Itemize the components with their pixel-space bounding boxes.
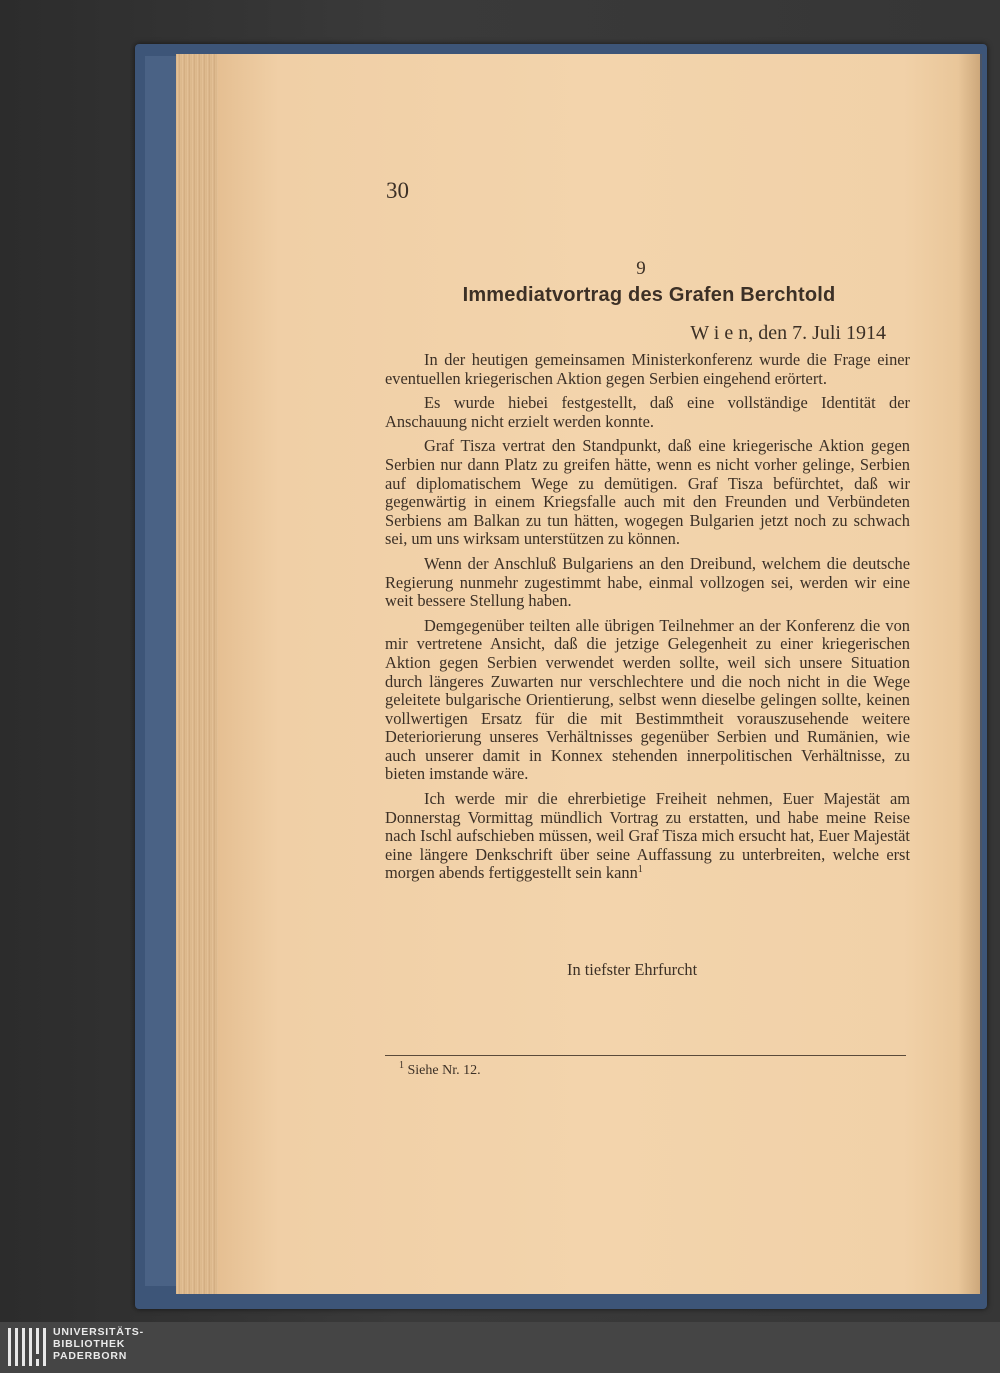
paragraph-text: Ich werde mir die ehrerbietige Freiheit nehmen, Euer Majestät am Donnerstag Vormittag mündlich Vortrag zu erstatten, und habe meine Reise nach Ischl aufschieben müssen, weil Graf Tisza mich ersucht hat, Euer Majestät eine längere Denkschrift über seine Auffassung zu unterbreiten, welche erst morgen abends fertiggestellt sein kann — [385, 789, 910, 883]
paragraph: Wenn der Anschluß Bulgariens an den Dreibund, welchem die deutsche Regierung nunmehr zugestimmt habe, einmal vollzogen sei, werden wir eine weit bessere Stellung haben. — [385, 553, 910, 611]
body-text — [385, 351, 910, 889]
footnote-rule — [385, 1055, 906, 1056]
library-logo-icon — [8, 1328, 48, 1366]
footnote-reference: 1 — [637, 864, 643, 876]
dateline: W i e n, den 7. Juli 1914 — [690, 322, 886, 344]
page-number: 30 — [386, 178, 409, 203]
footnote-marker: 1 — [399, 1060, 404, 1071]
paragraph: Demgegenüber teilten alle übrigen Teilnehmer an der Konferenz die von mir vertretene Ansicht, daß die jetzige Gelegenheit zu einer kriegerischen Aktion gegen Serbien verwendet werden sollte, weil sich unsere Situation durch längeres Zuwarten nur verschlechtere und die noch nicht in die Wege geleitete bulgarische Orientierung, selbst wenn dieselbe gelingen sollte, keinen vollwertigen Ersatz für die mit Bestimmtheit vorauszusehende weitere Deteriorierung unseres Verhältnisses gegenüber Serbien und Rumänien, wie auch unserer damit in Konnex stehenden innerpolitischen Verhältnisse, zu bieten imstande wäre. — [385, 615, 910, 784]
logo-line: PADERBORN — [53, 1350, 128, 1362]
gutter-shadow — [958, 54, 982, 1294]
closing-salutation: In tiefster Ehrfurcht — [567, 960, 698, 979]
document-title: Immediatvortrag des Grafen Berchtold — [462, 284, 836, 306]
footnote — [399, 1060, 481, 1079]
footnote-text: Siehe Nr. 12. — [407, 1063, 481, 1078]
document-number: 9 — [636, 258, 646, 279]
logo-line: UNIVERSITÄTS- — [53, 1326, 144, 1338]
paragraph: In der heutigen gemeinsamen Ministerkonferenz wurde die Frage einer eventuellen kriegerischen Aktion gegen Serbien eingehend erörtert. — [385, 350, 910, 388]
paragraph: Es wurde hiebei festgestellt, daß eine vollständige Identität der Anschauung nicht erzielt werden konnte. — [385, 393, 910, 431]
paragraph-last — [385, 790, 910, 883]
library-footer — [0, 1322, 1000, 1373]
paragraph: Graf Tisza vertrat den Standpunkt, daß eine kriegerische Aktion gegen Serbien nur dann Platz zu greifen hätte, wenn es nicht vorher gelinge, Serbien auf diplomatischem Wege zu demütigen. Graf Tisza befürchtet, daß wir gegenwärtig in einem Kriegsfalle auch mit den Freunden und Verbündeten Serbiens am Balkan zu tun hätten, wogegen Bulgarien jetzt noch zu schwach sei, um uns wirksam unterstützen zu können. — [385, 436, 910, 549]
library-logo-text — [53, 1326, 144, 1362]
logo-line: BIBLIOTHEK — [53, 1338, 126, 1350]
